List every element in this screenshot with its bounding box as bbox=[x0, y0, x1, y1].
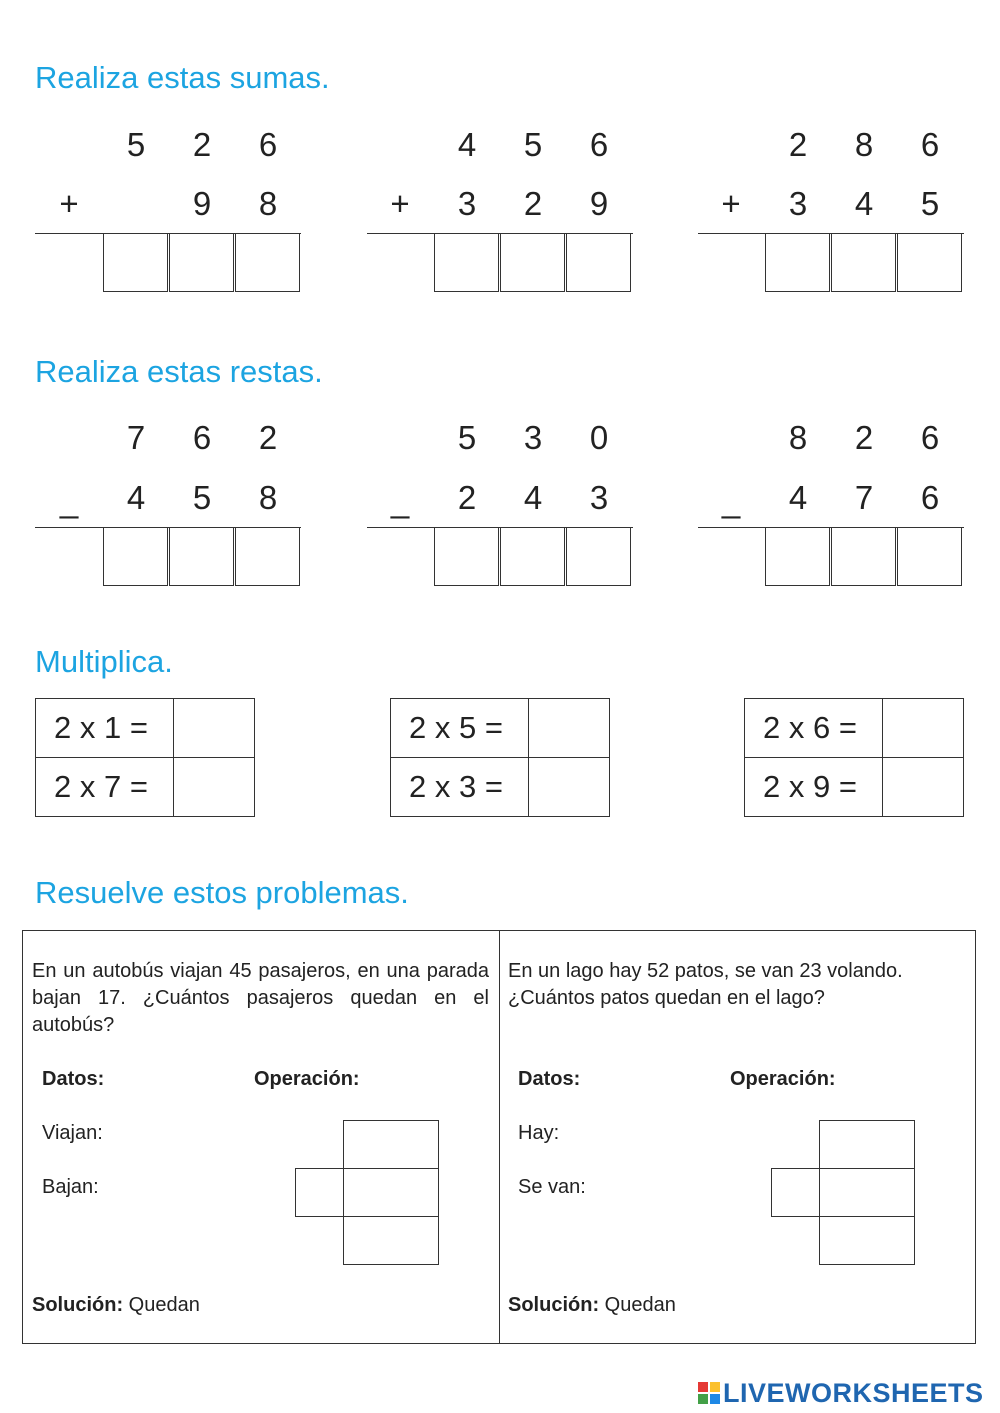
digit: 6 bbox=[192, 419, 212, 456]
multiplication-table-1 bbox=[35, 698, 255, 817]
digit: 2 bbox=[258, 419, 278, 456]
digit: 8 bbox=[258, 479, 278, 516]
digit: 9 bbox=[192, 185, 212, 222]
digit: 6 bbox=[589, 126, 609, 163]
liveworksheets-icon bbox=[698, 1382, 720, 1404]
answer-box[interactable] bbox=[831, 233, 896, 292]
digit: 2 bbox=[457, 479, 477, 516]
digit: 5 bbox=[457, 419, 477, 456]
digit: 8 bbox=[788, 419, 808, 456]
operator: + bbox=[390, 185, 410, 222]
digit: 5 bbox=[920, 185, 940, 222]
digit: 9 bbox=[589, 185, 609, 222]
digit: 3 bbox=[589, 479, 609, 516]
operator: + bbox=[59, 185, 79, 222]
answer-box[interactable] bbox=[566, 527, 631, 586]
answer-box[interactable] bbox=[500, 233, 565, 292]
digit: 4 bbox=[523, 479, 543, 516]
problem-text: En un lago hay 52 patos, se van 23 volando. ¿Cuántos patos quedan en el lago? bbox=[508, 960, 903, 1009]
digit: 8 bbox=[854, 126, 874, 163]
answer-box[interactable] bbox=[235, 233, 300, 292]
operator: _ bbox=[390, 482, 410, 519]
multiplication-question: 2 x 6 = bbox=[745, 699, 883, 758]
solucion-text: Quedan bbox=[604, 1294, 676, 1316]
operation-sign-box[interactable] bbox=[771, 1168, 820, 1217]
digit: 5 bbox=[126, 126, 146, 163]
digit: 3 bbox=[523, 419, 543, 456]
digit: 7 bbox=[854, 479, 874, 516]
answer-box[interactable] bbox=[103, 527, 168, 586]
operation-box-result[interactable] bbox=[819, 1216, 915, 1265]
multiplication-question: 2 x 1 = bbox=[36, 699, 174, 758]
multiplication-answer-box[interactable] bbox=[529, 699, 610, 758]
digit: 6 bbox=[920, 479, 940, 516]
digit: 2 bbox=[788, 126, 808, 163]
answer-box[interactable] bbox=[765, 527, 830, 586]
operation-sign-box[interactable] bbox=[295, 1168, 344, 1217]
digit: 0 bbox=[589, 419, 609, 456]
operation-box-top[interactable] bbox=[343, 1120, 439, 1169]
logo-text: LIVEWORKSHEETS bbox=[723, 1377, 984, 1408]
digit: 6 bbox=[258, 126, 278, 163]
multiplication-answer-box[interactable] bbox=[883, 699, 964, 758]
multiplication-question: 2 x 5 = bbox=[391, 699, 529, 758]
digit: 2 bbox=[192, 126, 212, 163]
answer-box[interactable] bbox=[434, 527, 499, 586]
answer-box[interactable] bbox=[169, 527, 234, 586]
operator: _ bbox=[59, 482, 79, 519]
operation-box-middle[interactable] bbox=[819, 1168, 915, 1217]
multiplication-answer-box[interactable] bbox=[174, 699, 255, 758]
answer-box[interactable] bbox=[897, 233, 962, 292]
liveworksheets-logo bbox=[698, 1379, 984, 1407]
digit: 8 bbox=[258, 185, 278, 222]
operation-box-result[interactable] bbox=[343, 1216, 439, 1265]
digit: 2 bbox=[854, 419, 874, 456]
heading-multiplica: Multiplica. bbox=[35, 644, 173, 679]
answer-box[interactable] bbox=[566, 233, 631, 292]
digit: 3 bbox=[788, 185, 808, 222]
digit: 7 bbox=[126, 419, 146, 456]
heading-problemas: Resuelve estos problemas. bbox=[35, 875, 409, 910]
datos-label: Datos: bbox=[42, 1068, 105, 1090]
heading-sumas: Realiza estas sumas. bbox=[35, 60, 330, 95]
solucion-text: Quedan bbox=[128, 1294, 200, 1316]
heading-restas: Realiza estas restas. bbox=[35, 354, 323, 389]
digit: 4 bbox=[126, 479, 146, 516]
solucion-label: Solución: bbox=[32, 1294, 124, 1316]
multiplication-answer-box[interactable] bbox=[174, 758, 255, 817]
answer-box[interactable] bbox=[434, 233, 499, 292]
solucion-label: Solución: bbox=[508, 1294, 600, 1316]
digit: 4 bbox=[788, 479, 808, 516]
multiplication-question: 2 x 7 = bbox=[36, 758, 174, 817]
multiplication-answer-box[interactable] bbox=[529, 758, 610, 817]
dato-viajan-label: Viajan: bbox=[42, 1122, 103, 1144]
multiplication-answer-box[interactable] bbox=[883, 758, 964, 817]
operator: _ bbox=[721, 482, 741, 519]
solution-line bbox=[32, 1294, 200, 1317]
problem-text: En un autobús viajan 45 pasajeros, en una parada bajan 17. ¿Cuántos pasajeros quedan en el autobús? bbox=[32, 960, 489, 1036]
answer-box[interactable] bbox=[235, 527, 300, 586]
operacion-label: Operación: bbox=[730, 1068, 836, 1090]
answer-box[interactable] bbox=[103, 233, 168, 292]
digit: 2 bbox=[523, 185, 543, 222]
answer-box[interactable] bbox=[169, 233, 234, 292]
dato-hay-label: Hay: bbox=[518, 1122, 560, 1144]
multiplication-table-3 bbox=[744, 698, 964, 817]
problems-divider bbox=[499, 930, 500, 1344]
dato-bajan-label: Bajan: bbox=[42, 1176, 99, 1198]
digit: 3 bbox=[457, 185, 477, 222]
multiplication-question: 2 x 9 = bbox=[745, 758, 883, 817]
digit: 5 bbox=[523, 126, 543, 163]
operation-box-middle[interactable] bbox=[343, 1168, 439, 1217]
digit: 5 bbox=[192, 479, 212, 516]
digit: 6 bbox=[920, 126, 940, 163]
answer-box[interactable] bbox=[831, 527, 896, 586]
operation-box-top[interactable] bbox=[819, 1120, 915, 1169]
datos-label: Datos: bbox=[518, 1068, 581, 1090]
multiplication-question: 2 x 3 = bbox=[391, 758, 529, 817]
multiplication-table-2 bbox=[390, 698, 610, 817]
digit: 4 bbox=[854, 185, 874, 222]
solution-line bbox=[508, 1294, 676, 1317]
digit: 6 bbox=[920, 419, 940, 456]
answer-box[interactable] bbox=[500, 527, 565, 586]
answer-box[interactable] bbox=[897, 527, 962, 586]
dato-se-van-label: Se van: bbox=[518, 1176, 586, 1198]
digit: 4 bbox=[457, 126, 477, 163]
answer-box[interactable] bbox=[765, 233, 830, 292]
operacion-label: Operación: bbox=[254, 1068, 360, 1090]
operator: + bbox=[721, 185, 741, 222]
